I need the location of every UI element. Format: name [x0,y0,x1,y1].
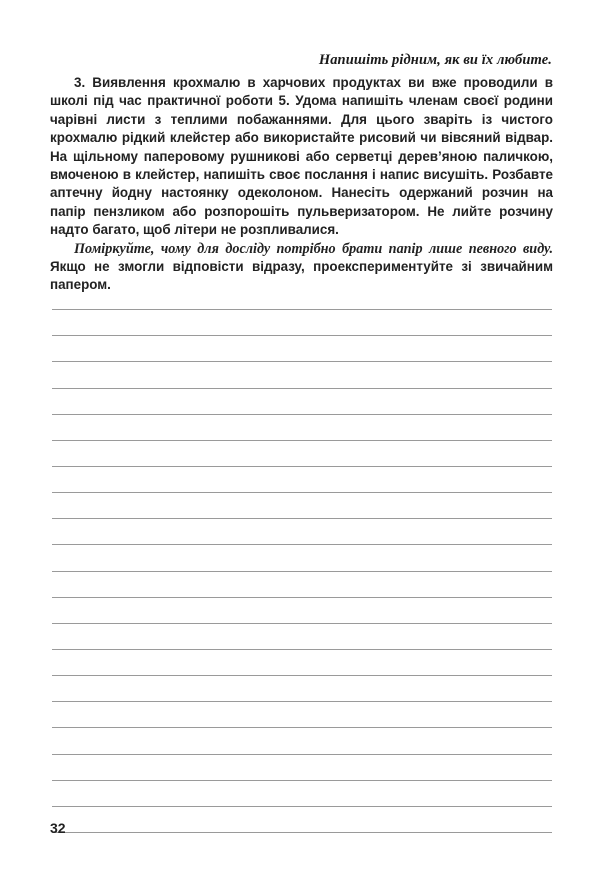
answer-line[interactable] [52,650,552,676]
answer-line[interactable] [52,702,552,728]
answer-line[interactable] [52,598,552,624]
answer-line[interactable] [52,415,552,441]
answer-line[interactable] [52,572,552,598]
task-3 [50,74,553,295]
task-text: Виявлення крохмалю в харчових продуктах ви вже проводили в школі під час практичної роботи 5. Удома напишіть членам своєї родини чарівні листи з теплими побажаннями. Для цього зваріть із чистого крохмалю рідкий клейстер або використайте рисовий чи вівсяний відвар. На щільному паперовому рушникові або серветці дерев’яною паличкою, вмоченою в клейстер, напишіть своє послання і напис висушіть. Розбавте аптечну йодну настоянку одеколоном. Нанесіть одержаний розчин на папір пензликом або розпорошіть пульверизатором. Не лийте розчину надто багато, щоб літери не розпливалися. [50,75,553,238]
answer-line[interactable] [52,676,552,702]
section-heading: Напишіть рідним, як ви їх любите. [318,52,552,68]
answer-line[interactable] [52,336,552,362]
answer-line[interactable] [52,755,552,781]
answer-line[interactable] [52,284,552,310]
answer-line[interactable] [52,728,552,754]
page-number: 32 [50,820,66,836]
answer-line[interactable] [52,362,552,388]
task-question-rest: Якщо не змогли відповісти відразу, проекспериментуйте зі звичайним папером. [50,259,553,293]
task-paragraph [50,74,553,240]
answer-lines[interactable] [52,284,552,833]
answer-line[interactable] [52,389,552,415]
task-question-italic: Поміркуйте, чому для досліду потрібно брати папір лише певного виду. [74,240,553,257]
answer-line[interactable] [52,441,552,467]
answer-line[interactable] [52,781,552,807]
answer-line[interactable] [52,624,552,650]
task-number: 3. [74,75,86,90]
answer-line[interactable] [52,519,552,545]
answer-line[interactable] [52,310,552,336]
answer-line[interactable] [52,545,552,571]
answer-line[interactable] [52,807,552,833]
answer-line[interactable] [52,467,552,493]
answer-line[interactable] [52,493,552,519]
